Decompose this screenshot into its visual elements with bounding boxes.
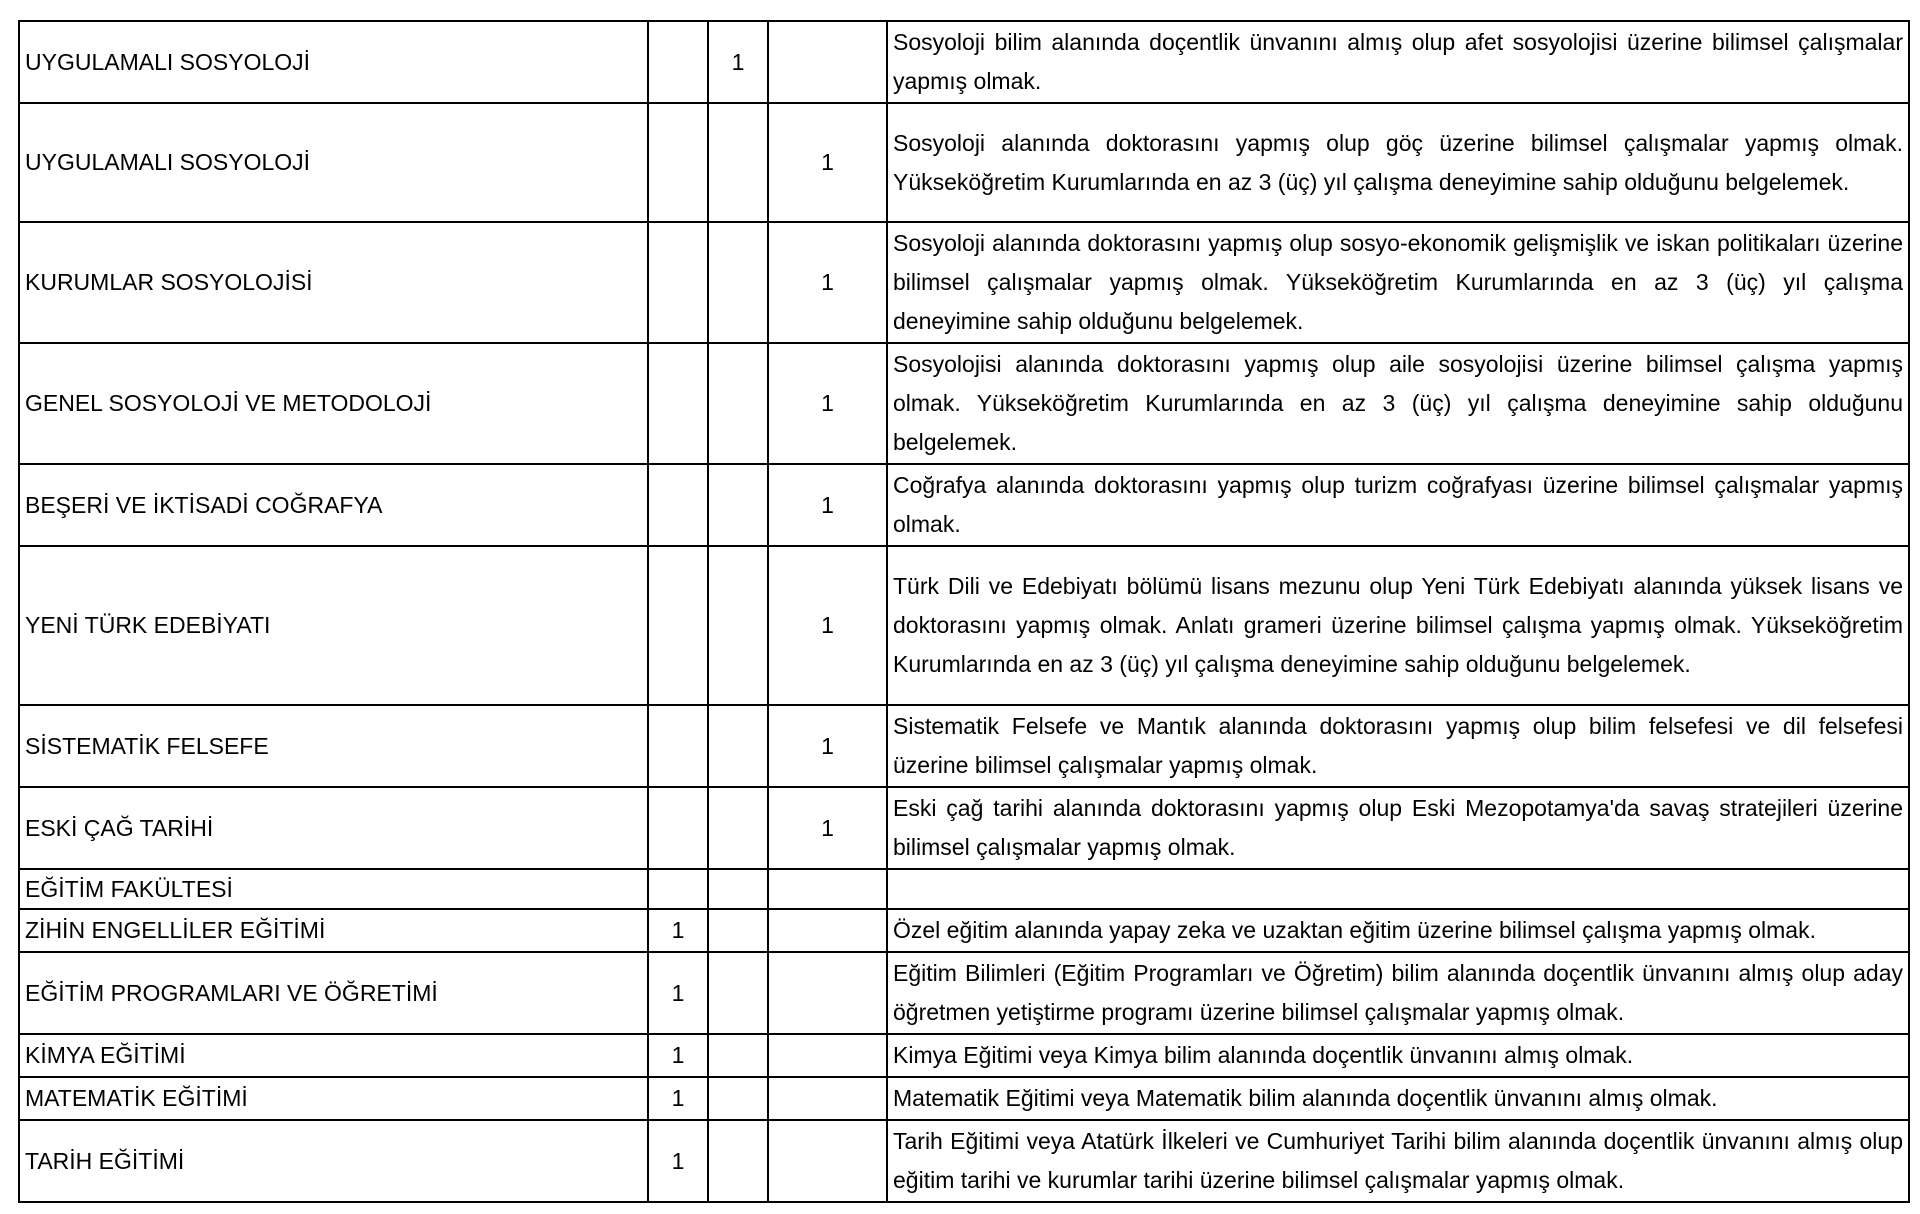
professor-count: [648, 464, 708, 546]
table-row: [19, 952, 1909, 1034]
requirement-cell: Özel eğitim alanında yapay zeka ve uzaktan eğitim üzerine bilimsel çalışma yapmış olmak.: [887, 909, 1909, 952]
table-row: [19, 222, 1909, 343]
associate-professor-count: [708, 343, 768, 464]
assistant-professor-count: 1: [768, 343, 887, 464]
requirement-cell: Eğitim Bilimleri (Eğitim Programları ve Öğretim) bilim alanında doçentlik ünvanını almış olup aday öğretmen yetiştirme programı üzerine bilimsel çalışmalar yapmış olmak.: [887, 952, 1909, 1034]
table-row: [19, 1077, 1909, 1120]
requirement-cell: Sosyoloji alanında doktorasını yapmış olup göç üzerine bilimsel çalışmalar yapmış olmak. Yükseköğretim Kurumlarında en az 3 (üç) yıl çalışma deneyimine sahip olduğunu belgelemek.: [887, 103, 1909, 222]
associate-professor-count: [708, 1034, 768, 1077]
professor-count: 1: [648, 952, 708, 1034]
table-row: [19, 869, 1909, 909]
requirement-cell: Sistematik Felsefe ve Mantık alanında doktorasını yapmış olup bilim felsefesi ve dil felsefesi üzerine bilimsel çalışmalar yapmış olmak.: [887, 705, 1909, 787]
assistant-professor-count: [768, 1077, 887, 1120]
requirement-cell: Tarih Eğitimi veya Atatürk İlkeleri ve Cumhuriyet Tarihi bilim alanında doçentlik ünvanını almış olup eğitim tarihi ve kurumlar tarihi üzerine bilimsel çalışmalar yapmış olmak.: [887, 1120, 1909, 1202]
professor-count: 1: [648, 1077, 708, 1120]
assistant-professor-count: 1: [768, 222, 887, 343]
assistant-professor-count: [768, 1034, 887, 1077]
table-row: [19, 705, 1909, 787]
assistant-professor-count: [768, 909, 887, 952]
department-cell: YENİ TÜRK EDEBİYATI: [19, 546, 648, 705]
assistant-professor-count: [768, 952, 887, 1034]
requirement-cell: Sosyolojisi alanında doktorasını yapmış olup aile sosyolojisi üzerine bilimsel çalışma yapmış olmak. Yükseköğretim Kurumlarında en az 3 (üç) yıl çalışma deneyimine sahip olduğunu belgelemek.: [887, 343, 1909, 464]
table-row: [19, 546, 1909, 705]
requirement-cell: Coğrafya alanında doktorasını yapmış olup turizm coğrafyası üzerine bilimsel çalışmalar yapmış olmak.: [887, 464, 1909, 546]
table-row: [19, 1034, 1909, 1077]
department-cell: BEŞERİ VE İKTİSADİ COĞRAFYA: [19, 464, 648, 546]
professor-count: 1: [648, 909, 708, 952]
positions-table: [18, 20, 1910, 1203]
assistant-professor-count: 1: [768, 705, 887, 787]
associate-professor-count: [708, 909, 768, 952]
assistant-professor-count: 1: [768, 546, 887, 705]
professor-count: [648, 787, 708, 869]
associate-professor-count: [708, 464, 768, 546]
assistant-professor-count: 1: [768, 464, 887, 546]
professor-count: [648, 222, 708, 343]
professor-count: [648, 103, 708, 222]
table-row: [19, 1120, 1909, 1202]
professor-count: [648, 869, 708, 909]
associate-professor-count: 1: [708, 21, 768, 103]
professor-count: [648, 21, 708, 103]
assistant-professor-count: [768, 869, 887, 909]
requirement-cell: Matematik Eğitimi veya Matematik bilim alanında doçentlik ünvanını almış olmak.: [887, 1077, 1909, 1120]
associate-professor-count: [708, 222, 768, 343]
table-row: [19, 909, 1909, 952]
requirement-cell: Eski çağ tarihi alanında doktorasını yapmış olup Eski Mezopotamya'da savaş stratejileri üzerine bilimsel çalışmalar yapmış olmak.: [887, 787, 1909, 869]
assistant-professor-count: [768, 21, 887, 103]
requirement-cell: Sosyoloji alanında doktorasını yapmış olup sosyo-ekonomik gelişmişlik ve iskan politikaları üzerine bilimsel çalışmalar yapmış olmak. Yükseköğretim Kurumlarında en az 3 (üç) yıl çalışma deneyimine sahip olduğunu belgelemek.: [887, 222, 1909, 343]
table-row: [19, 21, 1909, 103]
assistant-professor-count: 1: [768, 787, 887, 869]
table-row: [19, 787, 1909, 869]
department-cell: ESKİ ÇAĞ TARİHİ: [19, 787, 648, 869]
department-cell: MATEMATİK EĞİTİMİ: [19, 1077, 648, 1120]
department-cell: KİMYA EĞİTİMİ: [19, 1034, 648, 1077]
professor-count: 1: [648, 1120, 708, 1202]
associate-professor-count: [708, 952, 768, 1034]
associate-professor-count: [708, 546, 768, 705]
assistant-professor-count: 1: [768, 103, 887, 222]
department-cell: EĞİTİM PROGRAMLARI VE ÖĞRETİMİ: [19, 952, 648, 1034]
requirement-cell: Türk Dili ve Edebiyatı bölümü lisans mezunu olup Yeni Türk Edebiyatı alanında yüksek lisans ve doktorasını yapmış olmak. Anlatı grameri üzerine bilimsel çalışma yapmış olmak. Yükseköğretim Kurumlarında en az 3 (üç) yıl çalışma deneyimine sahip olduğunu belgelemek.: [887, 546, 1909, 705]
department-cell: GENEL SOSYOLOJİ VE METODOLOJİ: [19, 343, 648, 464]
department-cell: EĞİTİM FAKÜLTESİ: [19, 869, 648, 909]
requirement-cell: Kimya Eğitimi veya Kimya bilim alanında doçentlik ünvanını almış olmak.: [887, 1034, 1909, 1077]
table-row: [19, 343, 1909, 464]
table-row: [19, 103, 1909, 222]
department-cell: SİSTEMATİK FELSEFE: [19, 705, 648, 787]
department-cell: UYGULAMALI SOSYOLOJİ: [19, 21, 648, 103]
professor-count: 1: [648, 1034, 708, 1077]
department-cell: UYGULAMALI SOSYOLOJİ: [19, 103, 648, 222]
requirement-cell: [887, 869, 1909, 909]
department-cell: ZİHİN ENGELLİLER EĞİTİMİ: [19, 909, 648, 952]
associate-professor-count: [708, 705, 768, 787]
associate-professor-count: [708, 787, 768, 869]
professor-count: [648, 705, 708, 787]
requirement-cell: Sosyoloji bilim alanında doçentlik ünvanını almış olup afet sosyolojisi üzerine bilimsel çalışmalar yapmış olmak.: [887, 21, 1909, 103]
professor-count: [648, 546, 708, 705]
associate-professor-count: [708, 103, 768, 222]
table-row: [19, 464, 1909, 546]
department-cell: KURUMLAR SOSYOLOJİSİ: [19, 222, 648, 343]
professor-count: [648, 343, 708, 464]
associate-professor-count: [708, 1077, 768, 1120]
department-cell: TARİH EĞİTİMİ: [19, 1120, 648, 1202]
associate-professor-count: [708, 869, 768, 909]
assistant-professor-count: [768, 1120, 887, 1202]
associate-professor-count: [708, 1120, 768, 1202]
